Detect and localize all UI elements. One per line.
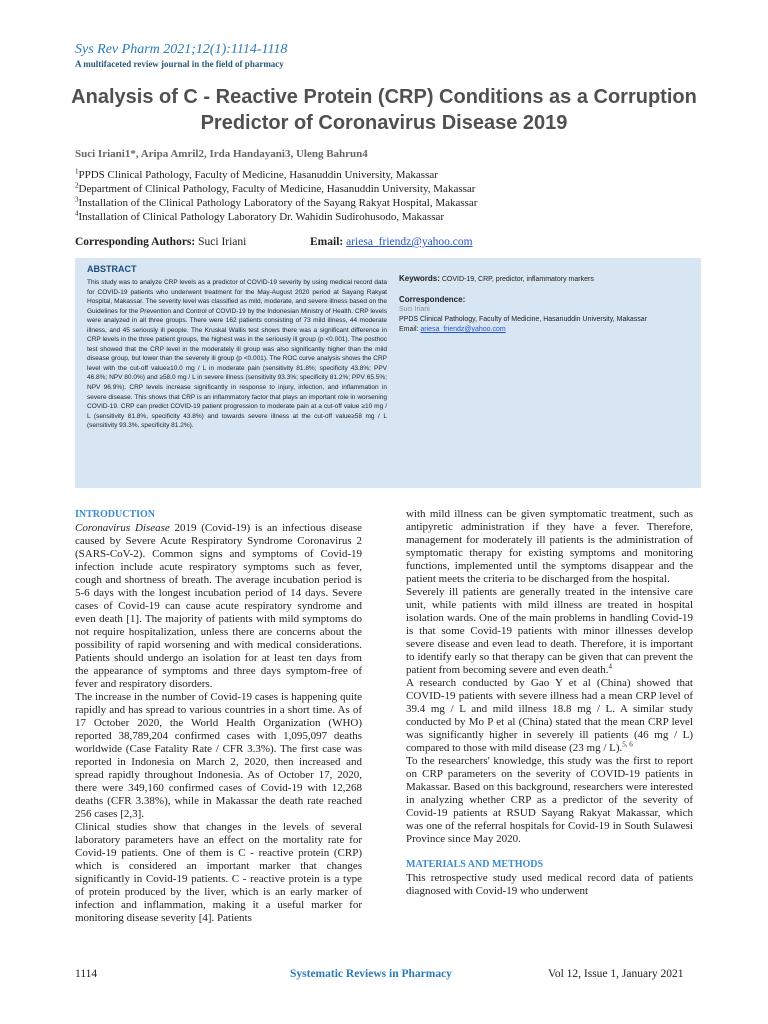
paper-title (40, 84, 728, 136)
correspondence-label: Correspondence: (399, 295, 466, 304)
title-line-2: Predictor of Coronavirus Disease 2019 (200, 112, 568, 134)
correspondence-email: Email: ariesa_friendz@yahoo.com (399, 326, 506, 333)
footer-journal: Systematic Reviews in Pharmacy (290, 968, 452, 980)
footer-issue: Vol 12, Issue 1, January 2021 (548, 968, 684, 980)
intro-paragraph-3: Clinical studies show that changes in the levels of several laboratory parameters have an effect on the mortality rate for Covid-19 patients. One of them is C - reactive protein (CRP) which is considered an important marker that changes significantly in Covid-19 patients. C - reactive protein is a type of protein produced by the liver, which is an early marker of infection and inflammation, making it a useful marker for monitoring disease severity [4]. Patients (75, 821, 362, 924)
corresponding-author: Corresponding Authors: Suci Iriani (75, 236, 247, 248)
methods-paragraph: This retrospective study used medical record data of patients diagnosed with Covid-19 who underwent (406, 872, 693, 897)
right-paragraph-2: Severely ill patients are generally treated in the intensive care unit, while patients with mild illness are treated in hospital isolation wards. One of the main problems in handling Covid-19 is that some Covid-19 patients with minor illnesses develop severe disease and even lead to death. Therefore, it is important to identify early so that therapy can be given that can prevent the patient from becoming severe and even death.$^4$ (406, 586, 693, 676)
abstract-heading: ABSTRACT (87, 264, 137, 274)
email-link[interactable]: ariesa_friendz@yahoo.com (346, 236, 473, 248)
correspondence-name: Suci Iriani (399, 306, 430, 313)
intro-paragraph-1: Coronavirus Disease 2019 (Covid-19) is an infectious disease caused by Severe Acute Respiratory Syndrome Coronavirus 2 (SARS-CoV-2). Common signs and symptoms of Covid-19 infection include acute respiratory symptoms such as fever, cough and shortness of breath. The average incubation period is 5-6 days with the longest incubation period of 14 days. Severe cases of Covid-19 can cause acute respiratory syndrome and even death [1]. The majority of patients with mild symptoms do not require hospitalization, unless there are concerns about the possibility of rapid worsening and with medical considerations. Patients should undergo an isolation for at least ten days from the appearance of symptoms and three days symptom-free of fever and respiratory disorders. (75, 522, 362, 690)
correspondence-affiliation: PPDS Clinical Pathology, Faculty of Medicine, Hasanuddin University, Makassar (399, 316, 647, 323)
journal-tagline: A multifaceted review journal in the field of pharmacy (75, 59, 284, 69)
journal-citation: Sys Rev Pharm 2021;12(1):1114-1118 (75, 42, 288, 57)
introduction-heading: INTRODUCTION (75, 509, 156, 520)
page-number: 1114 (75, 968, 98, 980)
left-column (75, 508, 362, 925)
right-paragraph-1: with mild illness can be given symptomatic treatment, such as antipyretic administration if they have a fever. Therefore, management for moderately ill patients is the administration of symptomatic therapy for existing symptoms and monitoring functions, implemented until the symptoms disappear and the patient meets the criteria to be discharged from the hospital. (406, 508, 693, 585)
methods-heading: MATERIALS AND METHODS (406, 859, 544, 870)
abstract-box (75, 258, 701, 488)
affiliation-1: $^1$PPDS Clinical Pathology, Faculty of Medicine, Hasanuddin University, Makassar (75, 167, 438, 181)
author-list: Suci Iriani1*, Aripa Amril2, Irda Handayani3, Uleng Bahrun4 (75, 148, 368, 160)
corresponding-email: Email: ariesa_friendz@yahoo.com (310, 236, 473, 248)
title-line-1: Analysis of C - Reactive Protein (CRP) Conditions as a Corruption (71, 86, 697, 108)
abstract-sidebar (399, 274, 694, 335)
right-paragraph-4: To the researchers' knowledge, this study was the first to report on CRP parameters on the severity of COVID-19 patients in Makassar. Based on this background, researchers were interested in analyzing whether CRP as a predictor of the severity of Covid-19 patients at RSUD Sayang Rakyat Makassar, which was one of the referral hospitals for Covid-19 in South Sulawesi Province since May 2020. (406, 755, 693, 845)
affiliation-3: $^3$Installation of the Clinical Pathology Laboratory of the Sayang Rakyat Hospital, Makassar (75, 195, 478, 209)
right-column (406, 508, 693, 898)
keywords: Keywords: COVID-19, CRP, predictor, inflammatory markers (399, 274, 594, 283)
intro-paragraph-2: The increase in the number of Covid-19 cases is happening quite rapidly and has spread to various countries in a short time. As of 17 October 2020, the World Health Organization (WHO) reported 38,789,204 confirmed cases with 1,095,097 deaths worldwide (Case Fatality Rate / CFR 3.3%). The first case was reported in Indonesia on March 2, 2020, then increased and spread rapidly throughout Indonesia. As of October 17, 2020, there were 349,160 confirmed cases of Covid-19 with 12,268 deaths (CFR 3.38%), while in Makassar the death rate reached 256 cases [2,3]. (75, 691, 362, 820)
abstract-text: This study was to analyze CRP levels as a predictor of COVID-19 severity by using medical record data for COVID-19 patients who underwent treatment for the May-August 2020 period at Sayang Rakyat Hospital, Makassar. The severity level was classified as mild, moderate, and severe illness based on the Guidelines for the Prevention and Control of COVID-19 by the Indonesian Ministry of Health. CRP levels were analyzed in all three groups. There were 162 patients consisting of 73 mild illness, 44 moderate illness, and 45 seriously ill people. The Kruskal Wallis test shows there was a significant difference in CRP levels in the three patient groups, the highest was in the seriously ill group (p <0.001). The posthoc test showed that the CRP level in the moderately ill group was also significantly higher than the mild disease group, but lower than the severely ill group (p <0.001). The ROC curve analysis shows the CRP level with the cut-off value≥10.0 mg / L in moderate pain (sensitivity 81.8%; specificity 43.8%; PPV 46.8%; NPV 80.0%) and ≥58.0 mg / L in severe illness (sensitivity 93.3%; specificity 81.2%; PPV 65.5%; NPV 96.9%). CRP levels increase significantly in response to injury, infection, and inflammation in severe disease. This shows that CRP is an inflammatory factor that plays an important role in worsening COVID-19. CRP can predict COVID-19 patient progression to moderate pain at a cut-off value ≥10 mg / L (sensitivity 81.8%, specificity 43.8%) and towards severe illness at the cut-off value≥58 mg / L (sensitivity 93.3%, specificity 81.2%). (87, 279, 387, 430)
correspondence-email-link[interactable]: ariesa_friendz@yahoo.com (420, 326, 506, 333)
right-paragraph-3: A research conducted by Gao Y et al (China) showed that COVID-19 patients with severe illness had a mean CRP level of 39.4 mg / L and mild illness 18.8 mg / L. A similar study conducted by Mo P et al (China) stated that the mean CRP level was significantly higher in severely ill patients (46 mg / L) compared to those with mild disease (23 mg / L).$^{5, 6}$ (406, 677, 693, 754)
affiliation-4: $^4$Installation of Clinical Pathology Laboratory Dr. Wahidin Sudirohusodo, Makassar (75, 209, 445, 223)
affiliation-2: $^2$Department of Clinical Pathology, Faculty of Medicine, Hasanuddin University, Makassar (75, 181, 476, 195)
